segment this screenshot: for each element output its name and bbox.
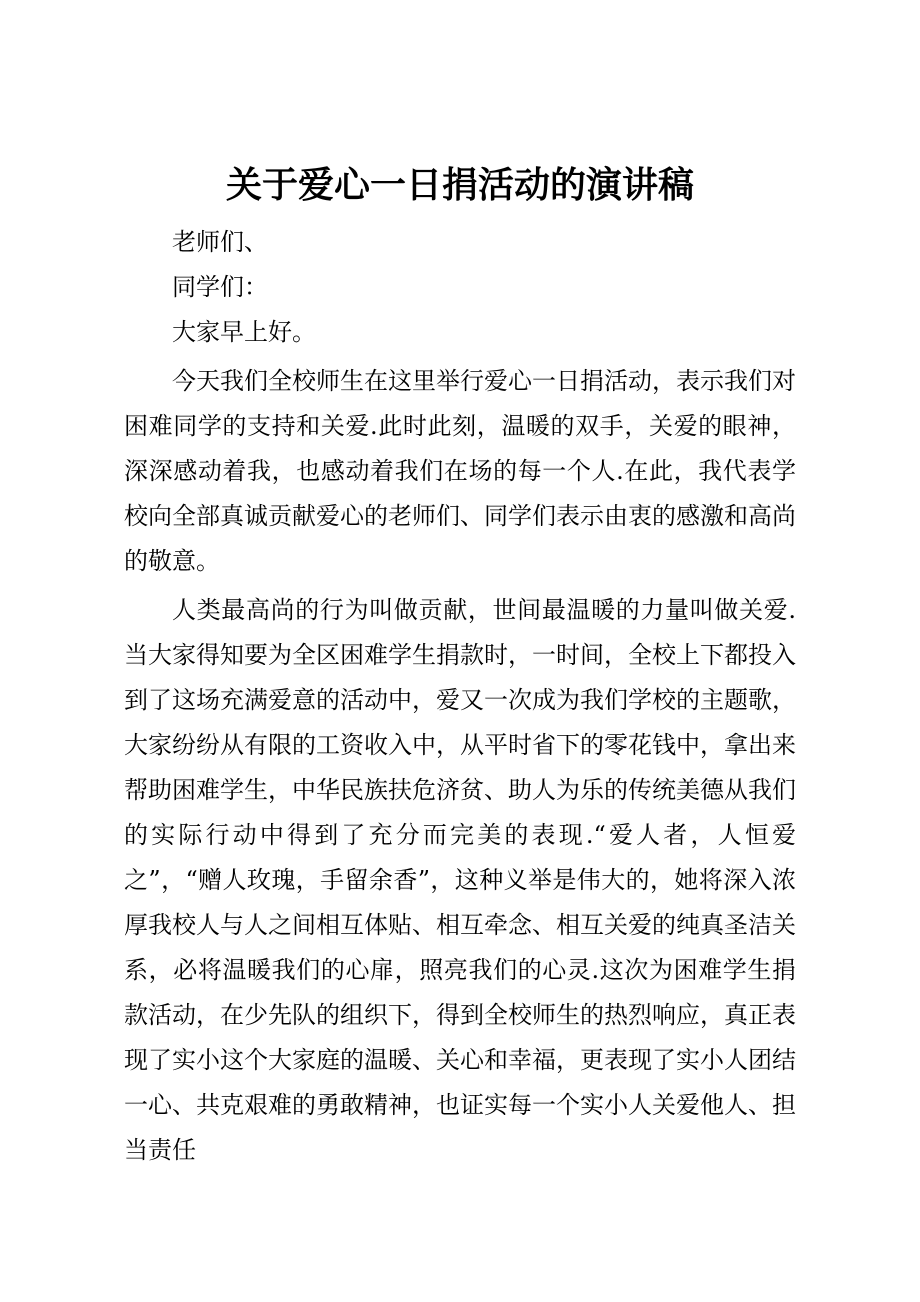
salutation-students: 同学们： (172, 273, 268, 301)
document-title: 关于爱心一日捐活动的演讲稿 (225, 164, 694, 206)
document-body (124, 220, 796, 1173)
paragraph-main: 人类最高尚的行为叫做贡献，世间最温暖的力量叫做关爱.当大家得知要为全区困难学生捐款时，一时间，全校上下都投入到了这场充满爱意的活动中，爱又一次成为我们学校的主题歌，大家纷纷从有限的工资收入中，从平时省下的零花钱中，拿出来帮助困难学生，中华民族扶危济贫、助人为乐的传统美德从我们的实际行动中得到了充分而完美的表现.“爱人者，人恒爱之”，“赠人玫瑰，手留余香”，这种义举是伟大的，她将深入浓厚我校人与人之间相互体贴、相互牵念、相互关爱的纯真圣洁关系，必将温暖我们的心扉，照亮我们的心灵.这次为困难学生捐款活动，在少先队的组织下，得到全校师生的热烈响应，真正表现了实小这个大家庭的温暖、关心和幸福，更表现了实小人团结一心、共克艰难的勇敢精神，也证实每一个实小人关爱他人、担当责任 (124, 596, 796, 1164)
greeting: 大家早上好。 (172, 318, 316, 346)
paragraph-opening: 今天我们全校师生在这里举行爱心一日捐活动，表示我们对困难同学的支持和关爱.此时此刻，温暖的双手，关爱的眼神，深深感动着我，也感动着我们在场的每一个人.在此，我代表学校向全部真诚贡献爱心的老师们、同学们表示由衷的感激和高尚的敬意。 (124, 367, 796, 575)
salutation-teachers: 老师们、 (172, 228, 268, 256)
